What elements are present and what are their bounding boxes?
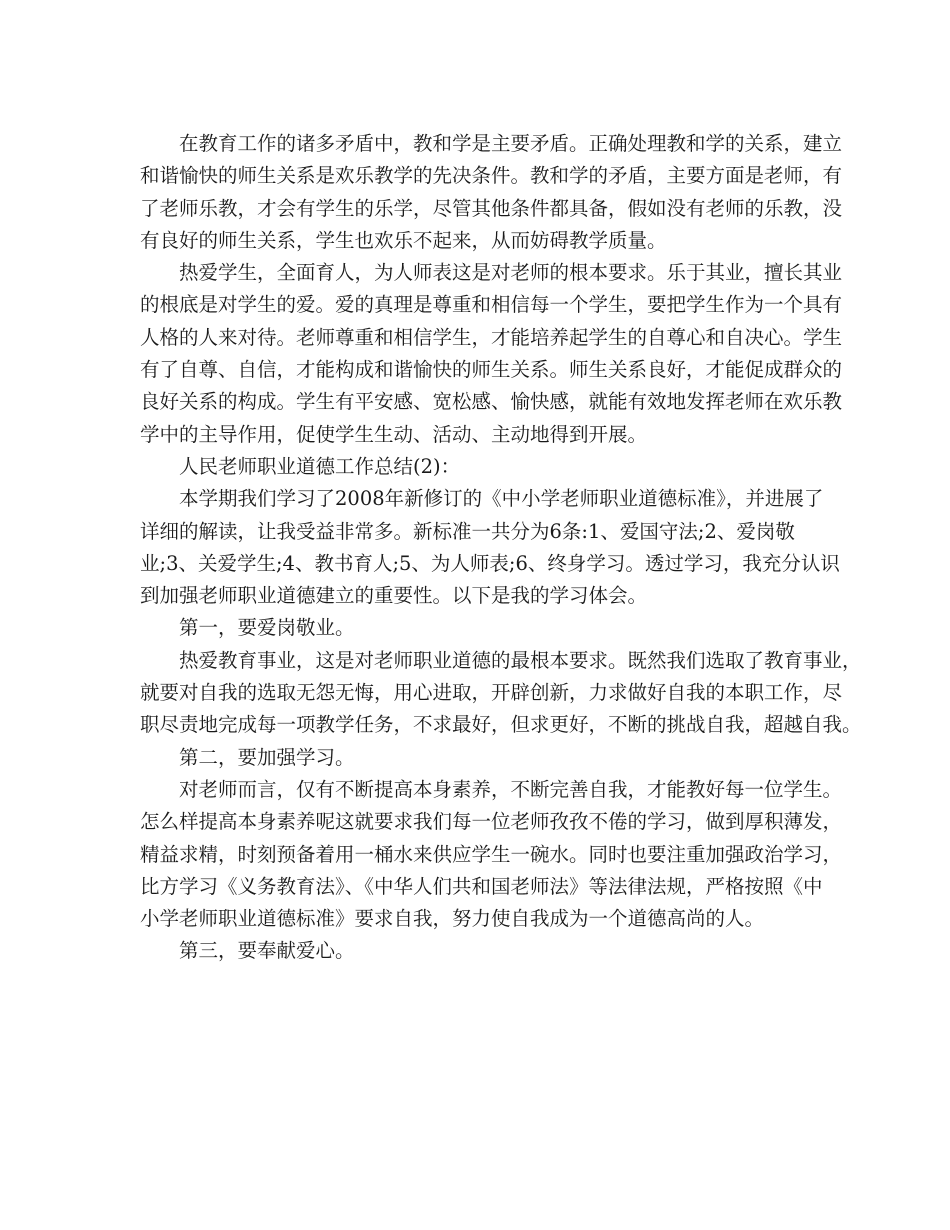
text-line: 对老师而言，仅有不断提高本身素养，不断完善自我，才能教好每一位学生。 bbox=[179, 777, 843, 801]
text-line: 有了自尊、自信，才能构成和谐愉快的师生关系。师生关系良好，才能促成群众的 bbox=[140, 358, 843, 382]
paragraph bbox=[140, 645, 862, 742]
text-line: 业;3、关爱学生;4、教书育人;5、为人师表;6、终身学习。透过学习，我充分认识 bbox=[140, 551, 840, 575]
text-line: 人格的人来对待。老师尊重和相信学生，才能培养起学生的自尊心和自决心。学生 bbox=[140, 325, 843, 349]
text-line: 在教育工作的诸多矛盾中，教和学是主要矛盾。正确处理教和学的关系，建立 bbox=[179, 132, 843, 155]
text-line: 第二，要加强学习。 bbox=[179, 745, 355, 769]
text-line: 比方学习《义务教育法》、《中华人们共和国老师法》等法律法规，严格按照《中 bbox=[140, 874, 823, 898]
text-line: 的根底是对学生的爱。爱的真理是尊重和相信每一个学生，要把学生作为一个具有 bbox=[140, 293, 843, 317]
text-line: 第三，要奉献爱心。 bbox=[179, 939, 355, 963]
text-line: 热爱学生，全面育人，为人师表这是对老师的根本要求。乐于其业，擅长其业 bbox=[179, 261, 843, 285]
text-line: 和谐愉快的师生关系是欢乐教学的先决条件。教和学的矛盾，主要方面是老师，有 bbox=[140, 164, 843, 188]
section-heading bbox=[140, 451, 822, 483]
text-line: 本学期我们学习了2008年新修订的《中小学老师职业道德标准》，并进展了 bbox=[179, 487, 824, 511]
text-line: 学中的主导作用，促使学生生动、活动、主动地得到开展。 bbox=[140, 422, 648, 446]
text-line: 怎么样提高本身素养呢这就要求我们每一位老师孜孜不倦的学习，做到厚积薄发， bbox=[140, 810, 843, 834]
text-line: 到加强老师职业道德建立的重要性。以下是我的学习体会。 bbox=[140, 584, 648, 608]
paragraph bbox=[140, 774, 843, 935]
subheading bbox=[140, 612, 822, 644]
paragraph bbox=[140, 128, 843, 257]
text-line: 详细的解读，让我受益非常多。新标准一共分为6条:1、爱国守法;2、爱岗敬 bbox=[140, 519, 795, 543]
document-body bbox=[140, 128, 862, 968]
text-line: 精益求精，时刻预备着用一桶水来供应学生一碗水。同时也要注重加强政治学习， bbox=[140, 842, 843, 866]
subheading bbox=[140, 742, 822, 774]
text-line: 小学老师职业道德标准》要求自我，努力使自我成为一个道德高尚的人。 bbox=[140, 907, 765, 931]
text-line: 有良好的师生关系，学生也欢乐不起来，从而妨碍教学质量。 bbox=[140, 228, 667, 252]
text-line: 就要对自我的选取无怨无悔，用心进取，开辟创新，力求做好自我的本职工作，尽 bbox=[140, 681, 843, 705]
paragraph bbox=[140, 483, 840, 612]
text-line: 职尽责地完成每一项教学任务，不求最好，但求更好，不断的挑战自我，超越自我。 bbox=[140, 713, 862, 737]
text-line: 第一，要爱岗敬业。 bbox=[179, 616, 355, 640]
text-line: 热爱教育事业，这是对老师职业道德的最根本要求。既然我们选取了教育事业， bbox=[179, 648, 862, 672]
text-line: 了老师乐教，才会有学生的乐学，尽管其他条件都具备，假如没有老师的乐教，没 bbox=[140, 196, 843, 220]
text-line: 人民老师职业道德工作总结(2)： bbox=[179, 454, 461, 478]
paragraph bbox=[140, 257, 843, 451]
subheading bbox=[140, 935, 822, 967]
text-line: 良好关系的构成。学生有平安感、宽松感、愉快感，就能有效地发挥老师在欢乐教 bbox=[140, 390, 843, 414]
